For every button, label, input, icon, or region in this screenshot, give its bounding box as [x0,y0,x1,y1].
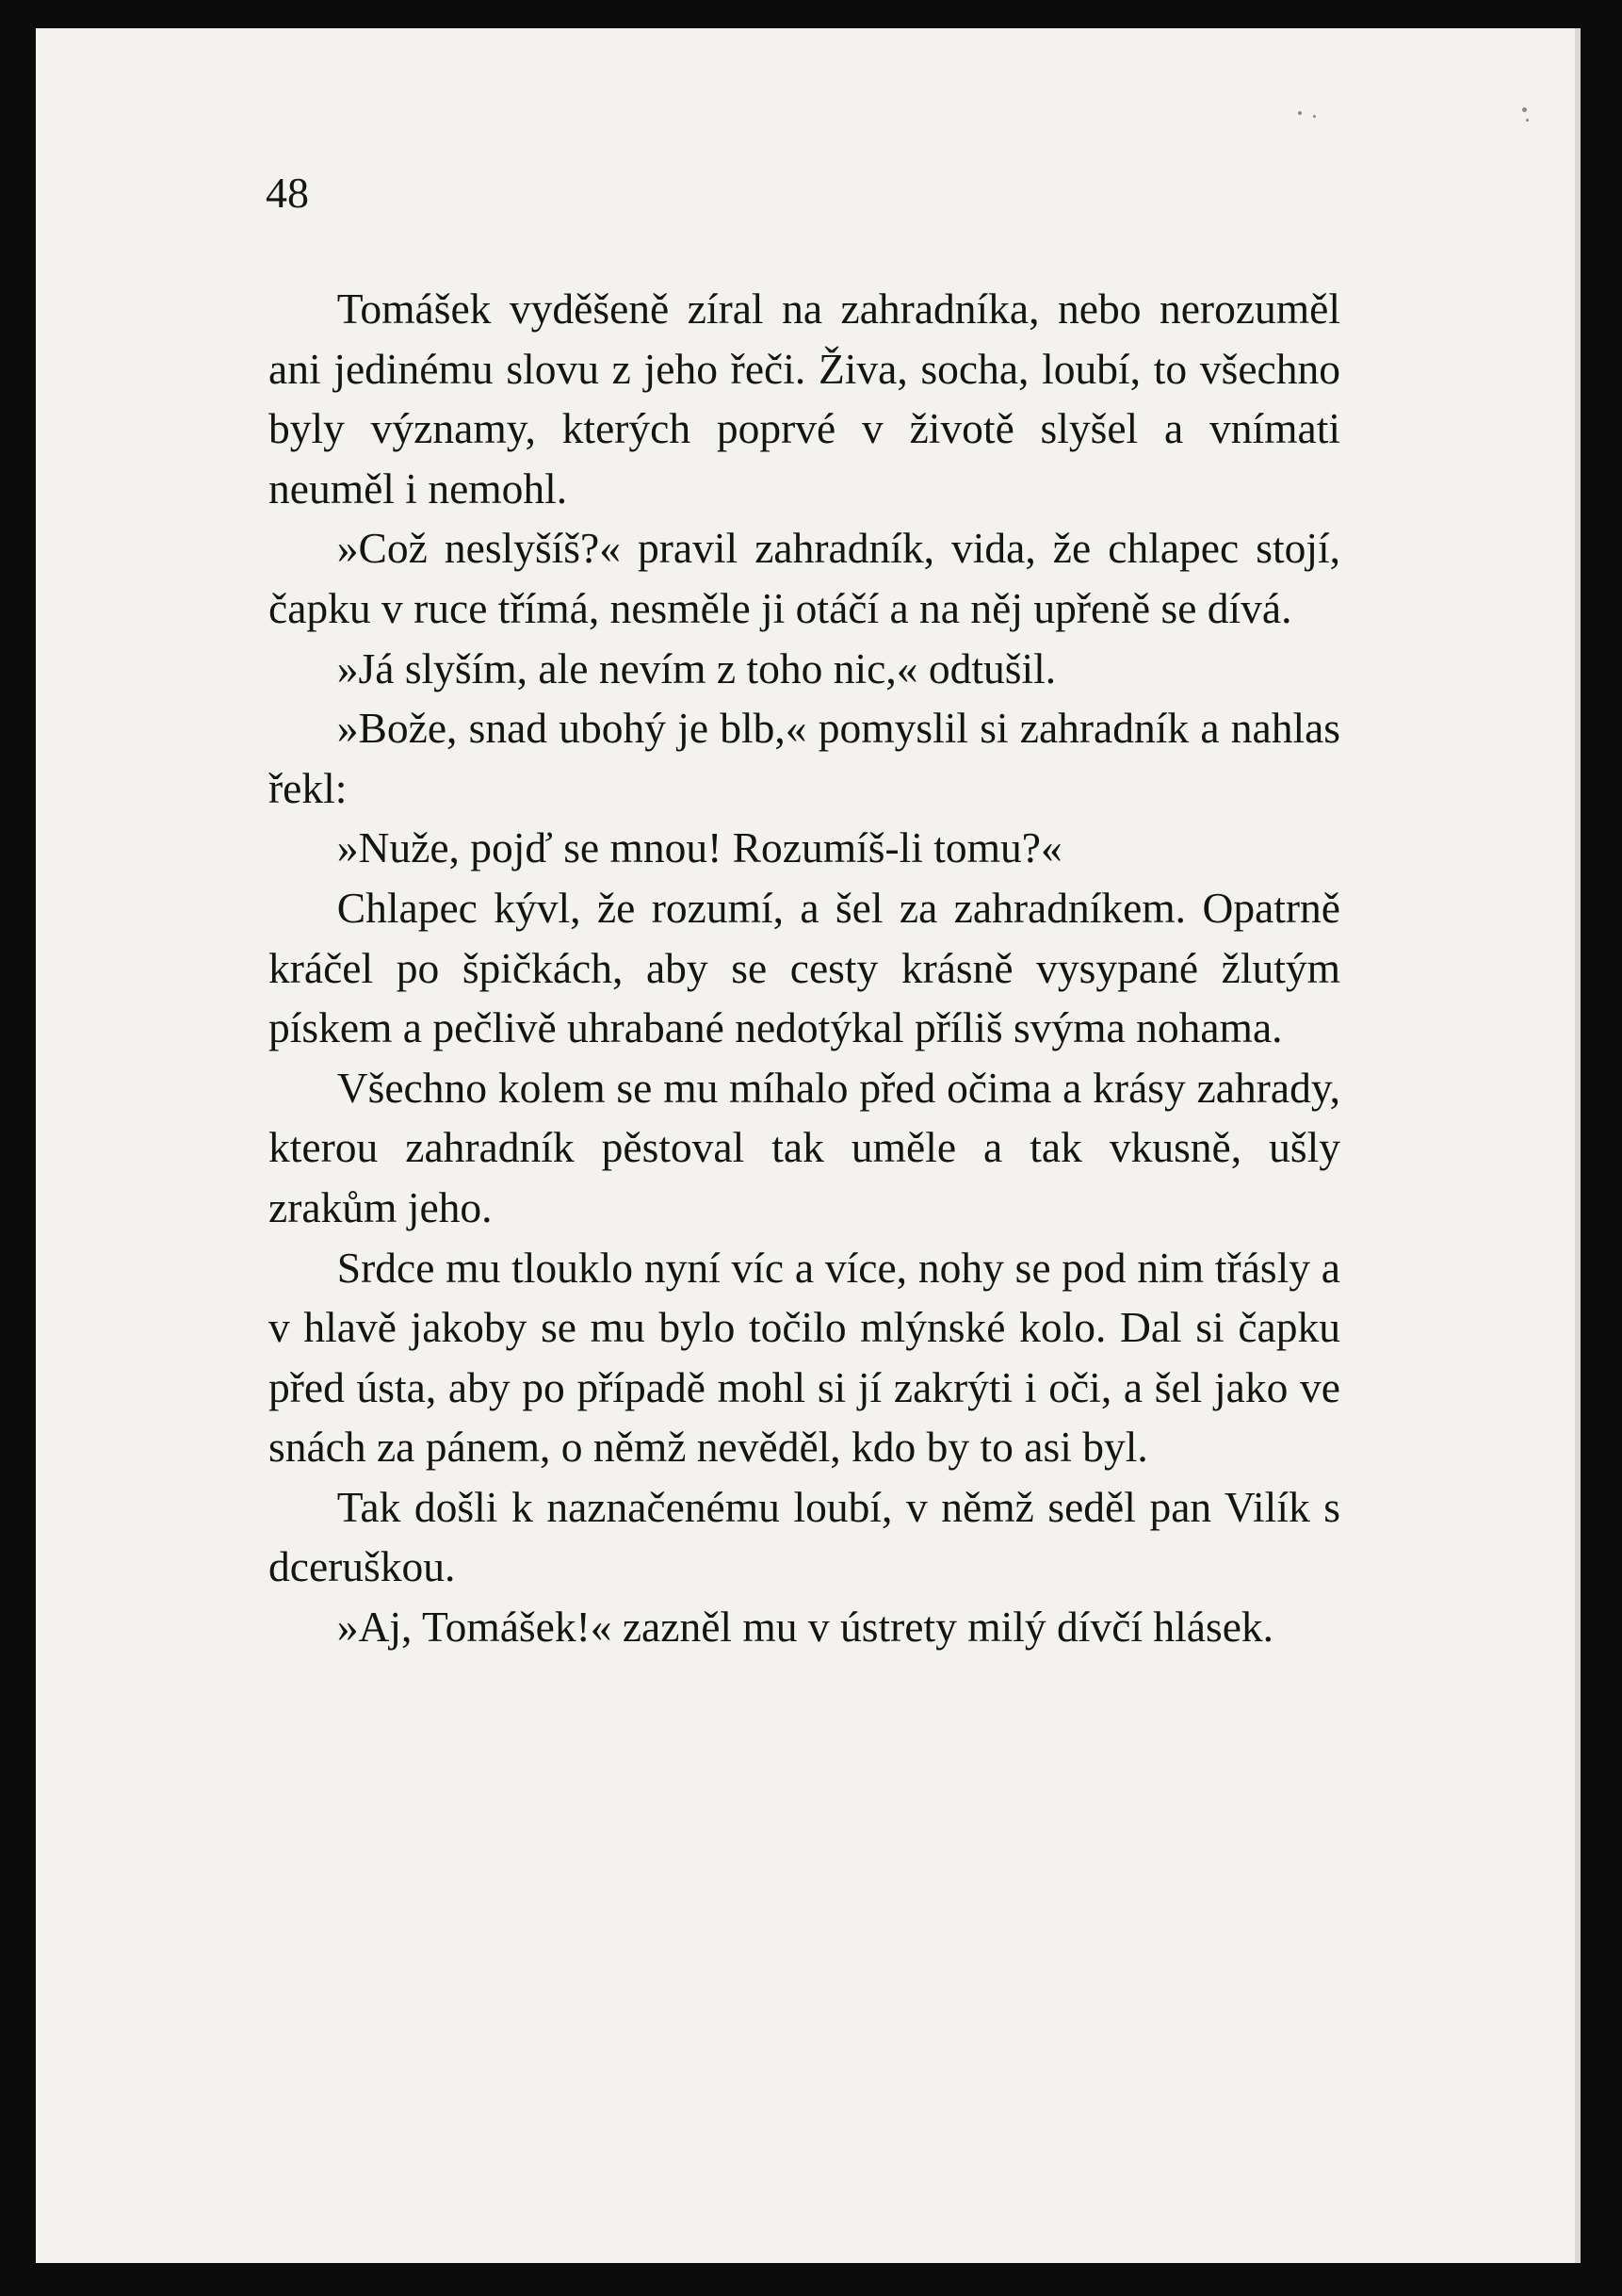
paper-speck [1313,115,1316,118]
paragraph: »Což neslyšíš?« pravil zahradník, vida, že chlapec stojí, čapku v ruce třímá, nesměle ji otáčí a na něj upřeně se dívá. [268,524,1340,632]
paragraph: Všechno kolem se mu míhalo před očima a krásy zahrady, kterou zahradník pěstoval tak uměle a tak vkusně, ušly zrakům jeho. [268,1063,1340,1231]
body-text [268,279,1340,1657]
paper-speck [1526,119,1529,122]
paragraph: »Já slyším, ale nevím z toho nic,« odtušil. [336,643,1057,692]
paragraph: »Bože, snad ubohý je blb,« pomyslil si zahradník a nahlas řekl: [268,704,1340,812]
paragraph: »Aj, Tomášek!« zazněl mu v ústrety milý dívčí hlásek. [336,1603,1274,1652]
paragraph: Srdce mu tlouklo nyní víc a více, nohy se pod nim třásly a v hlavě jakoby se mu bylo točilo mlýnské kolo. Dal si čapku před ústa, aby po případě mohl si jí zakrýti i oči, a šel jako ve snách za pánem, o němž nevěděl, kdo by to asi byl. [268,1243,1340,1472]
page-number: 48 [266,169,309,217]
paragraph: Chlapec kývl, že rozumí, a šel za zahradníkem. Opatrně kráčel po špičkách, aby se cesty krásně vysypané žlutým pískem a pečlivě uhrabané nedotýkal příliš svýma nohama. [268,883,1340,1052]
paragraph: »Nuže, pojď se mnou! Rozumíš-li tomu?« [336,823,1062,872]
paragraph: Tomášek vyděšeně zíral na zahradníka, nebo nerozuměl ani jedinému slovu z jeho řeči. Živa, socha, loubí, to všechno byly významy, kterých poprvé v životě slyšel a vnímati neuměl i nemohl. [268,285,1340,513]
paragraph: Tak došli k naznačenému loubí, v němž seděl pan Vilík s dceruškou. [268,1482,1340,1591]
paper-speck [1298,111,1302,115]
paper-speck [1522,107,1527,112]
